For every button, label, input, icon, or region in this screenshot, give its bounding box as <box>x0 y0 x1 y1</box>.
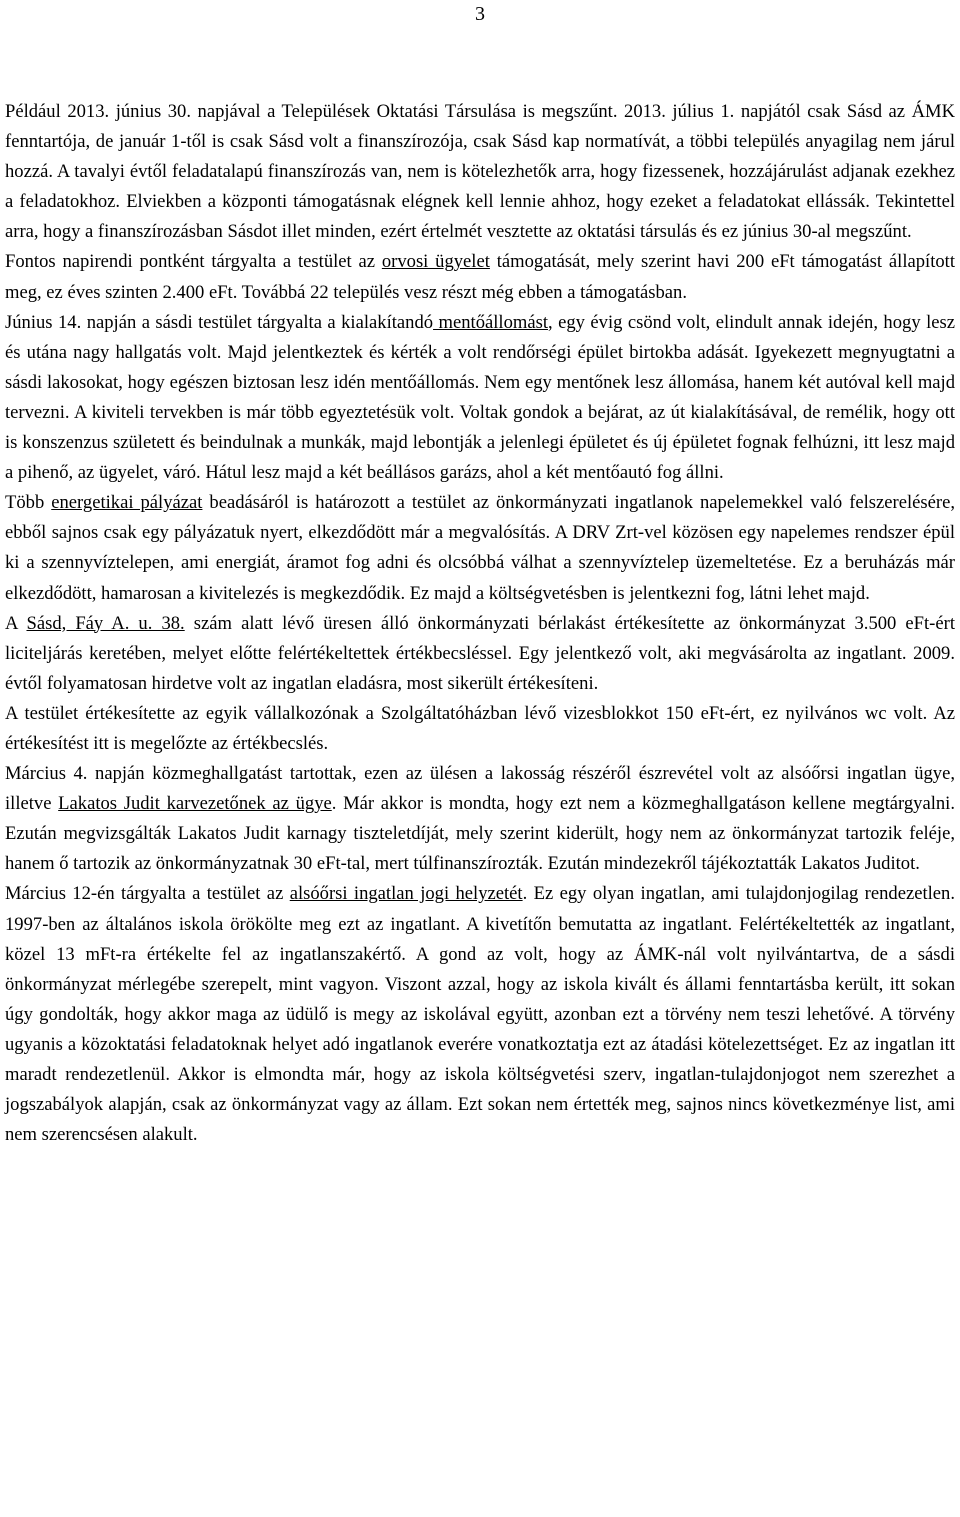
text-segment: . Már akkor is mondta, hogy ezt nem a közmeghallgatáson kellene megtárgyalni. Ezután megvizsgálták Lakatos Judit karnagy tiszteletdíját, mely szerint kiderült, hogy nem az önkormányzat tartozik feléje, hanem ő tartozik az önkormányzatnak 30 eFt-tal, mert túlfinanszírozták. Ezután mindezekről tájékoztatták Lakatos Juditot. <box>5 793 955 875</box>
text-segment: beadásáról is határozott a testület az önkormányzati ingatlanok napelemekkel való felszerelésére, ebből sajnos csak egy pályázatuk nyert, elkezdődött már a megvalósítás. A DRV Zrt-vel közösen egy napelemes rendszer épül ki a szennyvíztelepen, ami energiát, áramot fog adni és olcsóbbá válhat a szennyvíztelep üzemeltetése. Ez a beruházás már elkezdődött, hamarosan a kivitelezés is megkezdődik. Ez majd a költségvetésben is jelentkezni fog, látni lehet majd. <box>5 492 955 604</box>
underlined-text: Lakatos Judit karvezetőnek az ügye <box>58 793 332 815</box>
paragraph <box>5 97 955 247</box>
text-segment: Például 2013. június 30. napjával a Települések Oktatási Társulása is megszűnt. 2013. július 1. napjától csak Sásd az ÁMK fenntartója, de január 1-től is csak Sásd volt a finanszírozója, csak Sásd kap normatívát, a többi település anyagilag nem járul hozzá. A tavalyi évtől feladatalapú finanszírozás van, nem is kötelezhetők arra, hogy fizessenek, hozzájárulást adjanak ezekhez a feladatokhoz. Elviekben a központi támogatásnak elégnek kell lennie ahhoz, hogy ezeket a feladatokat ellássák. Tekintettel arra, hogy a finanszírozásban Sásdot illet minden, ezért értelmét vesztette az oktatási társulás és ez június 30-al megszűnt. <box>5 101 955 243</box>
text-segment: , egy évig csönd volt, elindult annak idején, hogy lesz és utána nagy hallgatás volt. Majd jelentkeztek és kérték a volt rendőrségi épület birtokba adását. Igyekezett megnyugtatni a sásdi lakosokat, hogy egészen biztosan lesz idén mentőállomás. Nem egy mentőnek lesz állomása, hanem két autóval kell majd tervezni. A kiviteli tervekben is már több egyeztetésük volt. Voltak gondok a bejárat, az út kialakításával, de remélik, hogy ott is konszenzus született és beindulnak a munkák, majd lebontják a jelenlegi épületet és új épületet fognak felhúzni, itt lesz majd a pihenő, az ügyelet, váró. Hátul lesz majd a két beállásos garázs, ahol a két mentőautó fog állni. <box>5 311 955 484</box>
paragraph <box>5 247 955 307</box>
text-segment: Több <box>5 492 52 514</box>
text-segment: Fontos napirendi pontként tárgyalta a testület az <box>5 251 382 273</box>
text-segment: támogatását, mely szerint havi 200 eFt támogatást állapított meg, ez éves szinten 2.400 eFt. Továbbá 22 település vesz részt még ebben a támogatásban. <box>5 251 955 303</box>
text-segment: . Ez egy olyan ingatlan, ami tulajdonjogilag rendezetlen. 1997-ben az általános iskola örökölte meg ezt az ingatlant. A kivetítőn bemutatta az ingatlant. Felértékeltették az ingatlant, közel 13 mFt-ra értékelte fel az ingatlanszakértő. A gond az volt, hogy az ÁMK-nál volt nyilvántartva, de a sásdi önkormányzat mérlegébe szerepelt, mint vagyon. Viszont azzal, hogy az iskola kivált és állami fenntartásba került, itt sokan úgy gondolták, hogy akkor maga az üdülő is megy az iskolával együtt, azonban ezt a törvény nem teszi lehetővé. A törvény ugyanis a közoktatási feladatoknak helyet adó ingatlanok everére vonatkoztatja ezt az átadási kötelezettséget. Ez az ingatlan itt maradt rendezetlenül. Akkor is elmondta már, hogy az iskola költségvetési szerv, ingatlan-tulajdonjogot nem szerezhet a jogszabályok alapján, csak az önkormányzat vagy az állam. Ezt sokan nem értették meg, sajnos nincs következménye list, ami nem szerencsésen alakult. <box>5 883 955 1146</box>
document-body <box>5 97 955 1150</box>
underlined-text: energetikai pályázat <box>51 492 203 514</box>
text-segment: A testület értékesítette az egyik vállalkozónak a Szolgáltatóházban lévő vizesblokkot 150 eFt-ért, ez nyilvános wc volt. Az értékesítést itt is megelőzte az értékbecslés. <box>5 702 955 754</box>
underlined-text: orvosi ügyelet <box>381 251 490 273</box>
paragraph <box>5 879 955 1150</box>
paragraph <box>5 609 955 699</box>
page-number: 3 <box>475 3 485 25</box>
paragraph <box>5 488 955 608</box>
underlined-text: alsóőrsi ingatlan jogi helyzetét <box>289 883 523 905</box>
paragraph <box>5 759 955 879</box>
text-segment: A <box>5 612 27 634</box>
paragraph <box>5 699 955 759</box>
text-segment: Június 14. napján a sásdi testület tárgyalta a kialakítandó <box>5 311 434 333</box>
underlined-text: Sásd, Fáy A. u. 38. <box>26 612 185 634</box>
text-segment: szám alatt lévő üresen álló önkormányzati bérlakást értékesítette az önkormányzat 3.500 eFt-ért liciteljárás keretében, melyet előtte felértékeltettek értékbecsléssel. Egy jelentkező volt, aki megvásárolta az ingatlant. 2009. évtől folyamatosan hirdetve volt az ingatlan eladásra, most sikerült értékesíteni. <box>5 612 955 694</box>
text-segment: Március 12-én tárgyalta a testület az <box>5 883 290 905</box>
underlined-text: mentőállomást <box>433 311 548 333</box>
paragraph <box>5 308 955 489</box>
text-segment: Március 4. napján közmeghallgatást tartottak, ezen az ülésen a lakosság részéről észrevétel volt az alsóőrsi ingatlan ügye, illetve <box>5 763 955 815</box>
